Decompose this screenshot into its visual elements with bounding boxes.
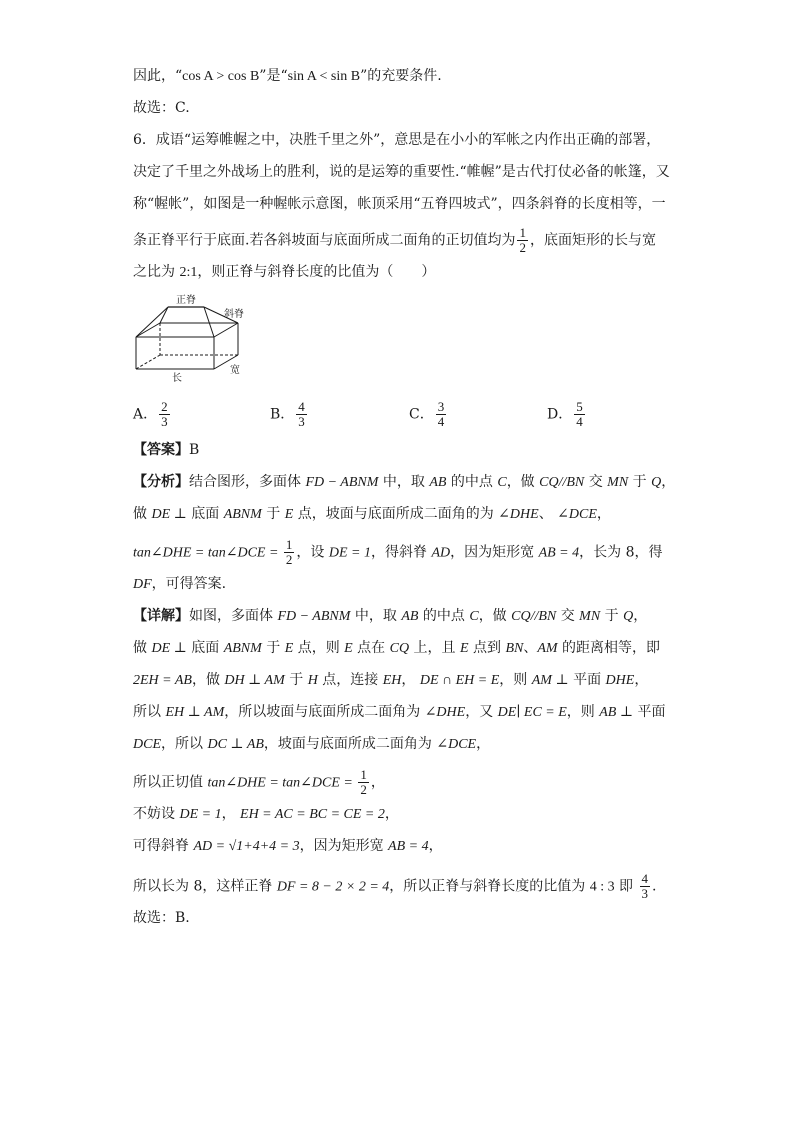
option-b[interactable]: B． $\frac{4}{3}$ xyxy=(270,399,305,429)
option-d[interactable]: D． $\frac{5}{4}$ xyxy=(547,399,583,429)
hip-line xyxy=(136,307,168,337)
detail-line-1: 【详解】如图，多面体 FD − ABNM 中，取 AB 的中点 C，做 CQ//BN 交 MN 于 Q， xyxy=(133,608,648,624)
final-choice: 故选：B. xyxy=(133,910,190,926)
answer-tag: 【答案】 xyxy=(133,442,189,458)
detail-line-9: 所以长为 8，这样正脊 DF = 8 − 2 × 2 = 4，所以正脊与斜脊长度的比值为 4 : 3 即 $\frac{4}{3}$ . xyxy=(133,871,657,901)
prev-choice: 故选：C. xyxy=(133,100,190,116)
label-length: 长 xyxy=(172,373,182,383)
answer-value: B xyxy=(189,442,200,458)
question-line-3: 称“幄帐”，如图是一种幄帐示意图，帐顶采用“五脊四坡式”，四条斜脊的长度相等，一 xyxy=(133,196,666,212)
label-ridge: 正脊 xyxy=(176,295,196,306)
option-a[interactable]: A． $\frac{2}{3}$ xyxy=(133,399,168,429)
question-line-5: 之比为 2:1，则正脊与斜脊长度的比值为（ ） xyxy=(133,264,436,280)
detail-line-5: DCE，所以 DC ⊥ AB，坡面与底面所成二面角为 ∠DCE， xyxy=(133,736,491,752)
detail-line-6: 所以正切值 tan∠DHE = tan∠DCE = $\frac{1}{2}$ ， xyxy=(133,767,385,797)
tent-diagram xyxy=(130,293,280,383)
analysis-line-3: tan∠DHE = tan∠DCE = $\frac{1}{2}$ ，设 DE = 1，得斜脊 AD，因为矩形宽 AB = 4，长为 8，得 xyxy=(133,537,663,567)
label-hip: 斜脊 xyxy=(224,309,244,320)
option-c[interactable]: C． $\frac{3}{4}$ xyxy=(409,399,445,429)
edge xyxy=(214,323,238,337)
label-width: 宽 xyxy=(230,365,240,376)
intro-line: 因此，“cos A > cos B”是“sin A < sin B”的充要条件. xyxy=(133,68,442,84)
answer-line xyxy=(133,440,199,460)
analysis-line-4: DF，可得答案. xyxy=(133,576,227,592)
hidden-edge xyxy=(136,355,160,369)
question-line-1: 6．成语“运筹帷幄之中，决胜千里之外”，意思是在小小的军帐之内作出正确的部署， xyxy=(133,132,661,148)
hip-line xyxy=(160,307,168,323)
fraction-half: $\frac{1}{2}$ xyxy=(519,225,526,255)
detail-line-3: 2EH = AB，做 DH ⊥ AM 于 H 点，连接 EH， DE ∩ EH = E，则 AM ⊥ 平面 DHE， xyxy=(133,672,649,688)
detail-line-2: 做 DE ⊥ 底面 ABNM 于 E 点，则 E 点在 CQ 上，且 E 点到 BN、AM 的距离相等，即 xyxy=(133,640,661,656)
question-line-2: 决定了千里之外战场上的胜利，说的是运筹的重要性.“帷幄”是古代打仗必备的帐篷，又 xyxy=(133,164,670,180)
detail-line-8: 可得斜脊 AD = √1+4+4 = 3，因为矩形宽 AB = 4， xyxy=(133,838,443,854)
detail-line-7: 不妨设 DE = 1， EH = AC = BC = CE = 2， xyxy=(133,806,399,822)
question-line-4: 条正脊平行于底面.若各斜坡面与底面所成二面角的正切值均为 $\frac{1}{2}$ ，底面矩形的长与宽 xyxy=(133,225,656,255)
detail-line-4: 所以 EH ⊥ AM，所以坡面与底面所成二面角为 ∠DHE，又 DE∣ EC = E，则 AB ⊥ 平面 xyxy=(133,704,666,720)
analysis-line-1: 【分析】结合图形，多面体 FD − ABNM 中，取 AB 的中点 C，做 CQ//BN 交 MN 于 Q， xyxy=(133,474,676,490)
analysis-line-2: 做 DE ⊥ 底面 ABNM 于 E 点，坡面与底面所成二面角的为 ∠DHE、 ∠DCE， xyxy=(133,506,611,522)
